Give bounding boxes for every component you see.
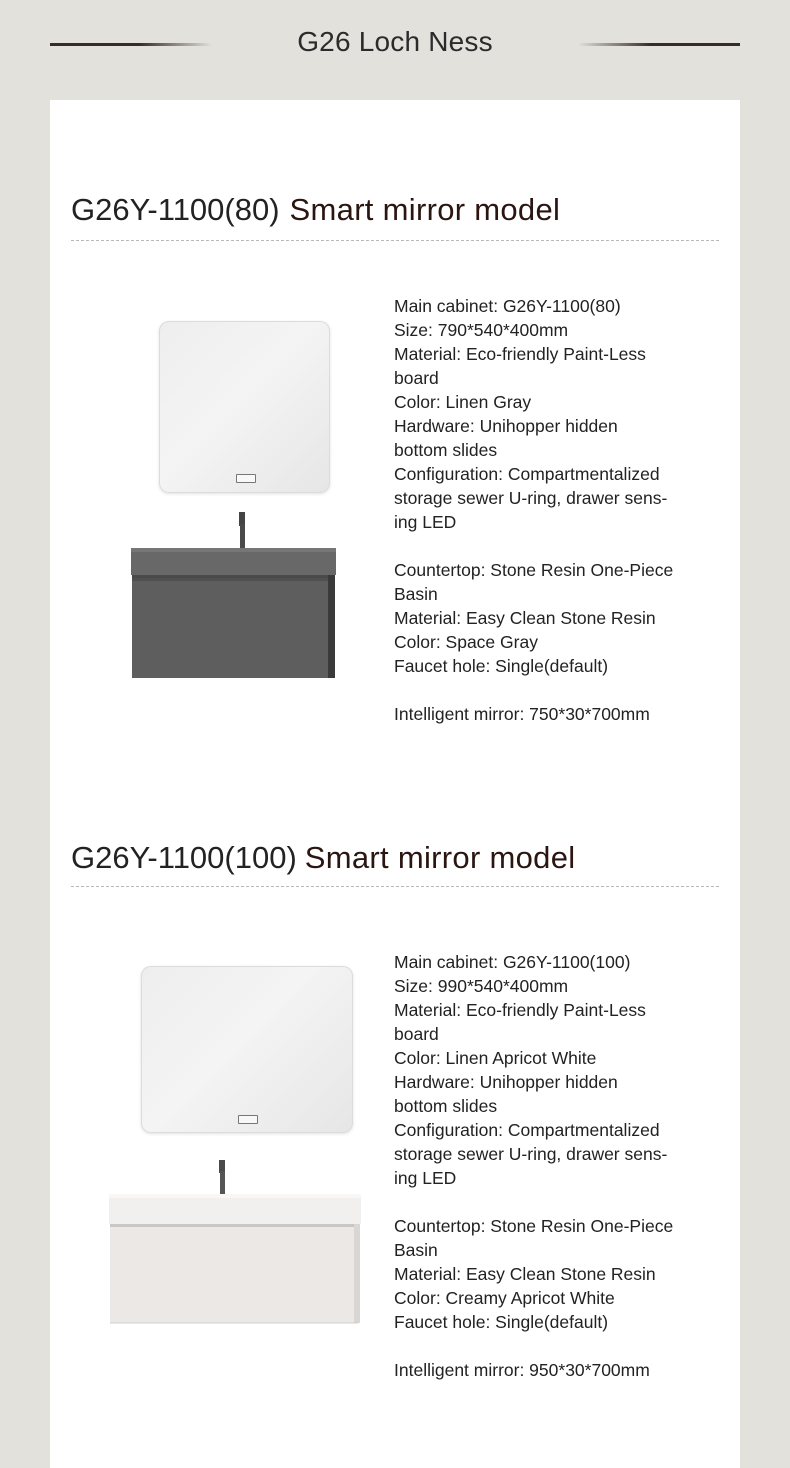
spec-line: Countertop: Stone Resin One-Piece — [394, 560, 674, 580]
spec-spacer — [394, 678, 724, 702]
spec-line: ing LED — [394, 1168, 457, 1188]
spec-line: Hardware: Unihopper hidden — [394, 416, 618, 436]
heading-divider — [71, 886, 719, 887]
spec-line: Intelligent mirror: 950*30*700mm — [394, 1360, 650, 1380]
spec-line: Configuration: Compartmentalized — [394, 464, 660, 484]
cabinet-gray — [130, 547, 338, 679]
faucet-icon — [236, 510, 250, 552]
page-header — [0, 0, 790, 100]
spec-line: Color: Space Gray — [394, 632, 538, 652]
spec-line: Material: Eco-friendly Paint-Less — [394, 1000, 646, 1020]
spec-line: Color: Creamy Apricot White — [394, 1288, 615, 1308]
spec-line: storage sewer U-ring, drawer sens- — [394, 488, 668, 508]
smart-mirror — [141, 966, 353, 1133]
cabinet-white — [108, 1193, 363, 1325]
spec-line: Material: Easy Clean Stone Resin — [394, 608, 656, 628]
spec-line: bottom slides — [394, 1096, 498, 1116]
spec-line: bottom slides — [394, 440, 498, 460]
spec-spacer — [394, 1190, 724, 1214]
spec-line: Material: Easy Clean Stone Resin — [394, 1264, 656, 1284]
spec-line: Faucet hole: Single(default) — [394, 1312, 609, 1332]
spec-line: Basin — [394, 584, 438, 604]
model-name: Smart mirror model — [304, 840, 576, 875]
heading-divider — [71, 240, 719, 241]
spec-line: Faucet hole: Single(default) — [394, 656, 609, 676]
spec-line: Configuration: Compartmentalized — [394, 1120, 660, 1140]
spec-line: Size: 790*540*400mm — [394, 320, 569, 340]
spec-spacer — [394, 1334, 724, 1358]
spec-line: Size: 990*540*400mm — [394, 976, 569, 996]
spec-line: board — [394, 1024, 439, 1044]
model-name: Smart mirror model — [289, 192, 561, 227]
spec-line: storage sewer U-ring, drawer sens- — [394, 1144, 668, 1164]
model-code: G26Y-1100(80) — [71, 192, 280, 227]
spec-line: Color: Linen Apricot White — [394, 1048, 597, 1068]
content-panel — [50, 100, 740, 1468]
page-title: G26 Loch Ness — [297, 26, 493, 57]
model-heading-80 — [71, 192, 560, 228]
mirror-display-icon — [236, 474, 256, 483]
faucet-icon — [216, 1158, 230, 1198]
spec-line: Hardware: Unihopper hidden — [394, 1072, 618, 1092]
spec-line: Intelligent mirror: 750*30*700mm — [394, 704, 650, 724]
header-rule-right — [578, 43, 740, 46]
spec-line: Main cabinet: G26Y-1100(100) — [394, 952, 631, 972]
spec-line: board — [394, 368, 439, 388]
spec-list-100 — [394, 950, 724, 1382]
spec-line: Basin — [394, 1240, 438, 1260]
mirror-display-icon — [238, 1115, 258, 1124]
spec-line: ing LED — [394, 512, 457, 532]
smart-mirror — [159, 321, 330, 493]
model-code: G26Y-1100(100) — [71, 840, 297, 875]
spec-spacer — [394, 534, 724, 558]
spec-list-80 — [394, 294, 724, 726]
spec-line: Color: Linen Gray — [394, 392, 532, 412]
spec-line: Countertop: Stone Resin One-Piece — [394, 1216, 674, 1236]
spec-line: Main cabinet: G26Y-1100(80) — [394, 296, 621, 316]
model-heading-100 — [71, 840, 575, 876]
spec-line: Material: Eco-friendly Paint-Less — [394, 344, 646, 364]
